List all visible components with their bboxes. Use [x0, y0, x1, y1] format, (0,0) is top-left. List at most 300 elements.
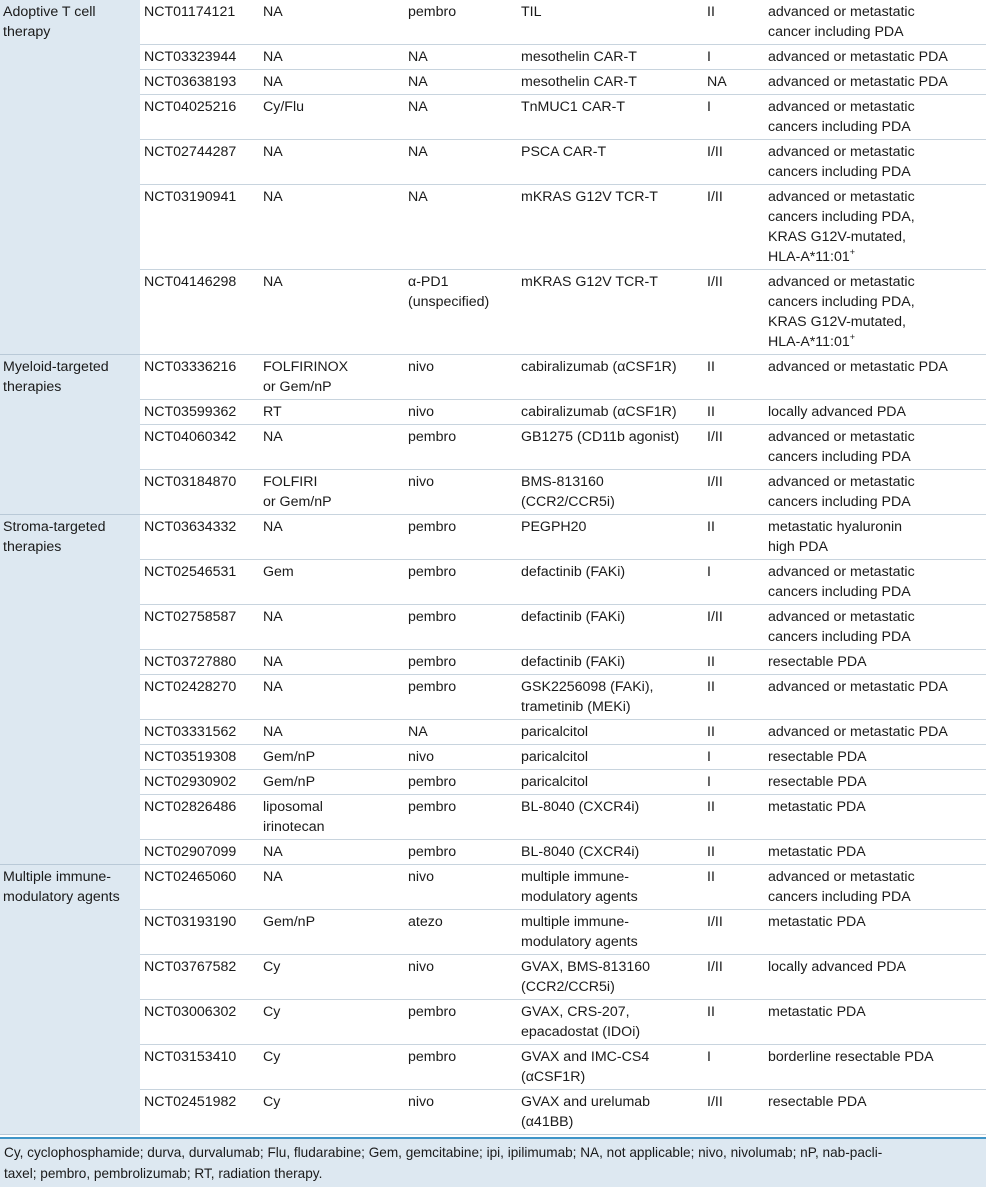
- agent-cell-value: BMS-813160: [521, 474, 604, 490]
- phase-cell-value: II: [707, 519, 715, 535]
- combination-therapy-cell-value: irinotecan: [263, 819, 325, 835]
- category-label: therapies: [3, 539, 62, 555]
- population-cell: [764, 605, 986, 650]
- phase-cell-value: I/II: [707, 914, 723, 930]
- checkpoint-inhibitor-cell-value: nivo: [408, 1094, 435, 1110]
- population-cell-text: [768, 1002, 986, 1022]
- combination-therapy-cell-value: NA: [263, 74, 283, 90]
- phase-cell: [703, 650, 764, 675]
- trial-id-cell: [140, 515, 259, 560]
- combination-therapy-cell-text: [263, 492, 404, 512]
- phase-cell-value: II: [707, 1004, 715, 1020]
- agent-cell-value: GSK2256098 (FAKi),: [521, 679, 654, 695]
- phase-cell-text: [707, 842, 764, 862]
- combination-therapy-cell-value: FOLFIRI: [263, 474, 318, 490]
- trial-id-cell: [140, 865, 259, 910]
- agent-cell-text: [521, 677, 703, 697]
- population-cell-text: [768, 652, 986, 672]
- combination-therapy-cell-text: [263, 272, 404, 292]
- checkpoint-inhibitor-cell: [404, 840, 517, 865]
- population-cell-value: metastatic hyaluronin: [768, 519, 903, 535]
- population-cell-text: [768, 1047, 986, 1067]
- population-cell-value: resectable PDA: [768, 749, 867, 765]
- agent-cell-value: TnMUC1 CAR-T: [521, 99, 626, 115]
- checkpoint-inhibitor-cell-value: pembro: [408, 609, 457, 625]
- combination-therapy-cell-text: [263, 607, 404, 627]
- phase-cell-text: [707, 562, 764, 582]
- phase-cell-value: I/II: [707, 429, 723, 445]
- trial-id-cell-value: NCT03323944: [144, 49, 237, 65]
- population-cell-text: [768, 2, 986, 22]
- trial-id-cell-text: [144, 427, 259, 447]
- agent-cell-value: PEGPH20: [521, 519, 587, 535]
- trial-id-cell: [140, 140, 259, 185]
- combination-therapy-cell-value: NA: [263, 429, 283, 445]
- agent-cell-text: [521, 517, 703, 537]
- combination-therapy-cell: [259, 95, 404, 140]
- phase-cell-value: I: [707, 749, 711, 765]
- agent-cell-value: defactinib (FAKi): [521, 609, 626, 625]
- phase-cell-value: NA: [707, 74, 727, 90]
- agent-cell-value: paricalcitol: [521, 749, 589, 765]
- table-row: [0, 95, 986, 140]
- phase-cell-value: II: [707, 4, 715, 20]
- agent-cell-text: [521, 957, 703, 977]
- population-cell: [764, 95, 986, 140]
- trial-id-cell-value: NCT04146298: [144, 274, 237, 290]
- phase-cell-value: I/II: [707, 959, 723, 975]
- checkpoint-inhibitor-cell: [404, 560, 517, 605]
- table-row: [0, 0, 986, 45]
- combination-therapy-cell: [259, 70, 404, 95]
- population-cell-text: [768, 272, 986, 292]
- combination-therapy-cell-text: [263, 377, 404, 397]
- checkpoint-inhibitor-cell-value: pembro: [408, 654, 457, 670]
- phase-cell: [703, 95, 764, 140]
- trial-id-cell-value: NCT03184870: [144, 474, 237, 490]
- trial-id-cell: [140, 400, 259, 425]
- superscript-mark: +: [849, 332, 856, 343]
- agent-cell-value: (CCR2/CCR5i): [521, 979, 615, 995]
- population-cell-text: [768, 1092, 986, 1112]
- combination-therapy-cell-value: Cy: [263, 1049, 281, 1065]
- population-cell-text: [768, 517, 986, 537]
- checkpoint-inhibitor-cell-text: [408, 472, 517, 492]
- agent-cell: [517, 840, 703, 865]
- combination-therapy-cell-text: [263, 517, 404, 537]
- checkpoint-inhibitor-cell-value: nivo: [408, 474, 435, 490]
- population-cell-value: cancers including PDA: [768, 889, 911, 905]
- combination-therapy-cell-text: [263, 47, 404, 67]
- agent-cell: [517, 400, 703, 425]
- trial-id-cell: [140, 795, 259, 840]
- checkpoint-inhibitor-cell-text: [408, 677, 517, 697]
- population-cell-value: advanced or metastatic PDA: [768, 49, 948, 65]
- population-cell-text: [768, 492, 986, 512]
- agent-cell-text: [521, 2, 703, 22]
- population-cell-text: [768, 887, 986, 907]
- combination-therapy-cell-text: [263, 747, 404, 767]
- population-cell-value: cancers including PDA: [768, 164, 911, 180]
- population-cell-value: advanced or metastatic: [768, 4, 915, 20]
- agent-cell-value: mesothelin CAR-T: [521, 74, 637, 90]
- phase-cell-value: II: [707, 679, 715, 695]
- checkpoint-inhibitor-cell-text: [408, 957, 517, 977]
- table-row: [0, 185, 986, 270]
- population-cell-value: cancers including PDA,: [768, 209, 915, 225]
- footnote-line: taxel; pembro, pembrolizumab; RT, radiation therapy.: [4, 1166, 323, 1181]
- phase-cell-text: [707, 867, 764, 887]
- agent-cell: [517, 720, 703, 745]
- agent-cell-value: modulatory agents: [521, 889, 638, 905]
- table-row: [0, 1090, 986, 1135]
- agent-cell-value: defactinib (FAKi): [521, 654, 626, 670]
- population-cell-text: [768, 867, 986, 887]
- population-cell-value: cancer including PDA: [768, 24, 904, 40]
- population-cell-text: [768, 472, 986, 492]
- phase-cell-value: II: [707, 359, 715, 375]
- trial-id-cell: [140, 70, 259, 95]
- phase-cell-value: II: [707, 404, 715, 420]
- checkpoint-inhibitor-cell: [404, 770, 517, 795]
- population-cell: [764, 70, 986, 95]
- table-row: [0, 140, 986, 185]
- table-row: [0, 795, 986, 840]
- checkpoint-inhibitor-cell: [404, 865, 517, 910]
- phase-cell-text: [707, 797, 764, 817]
- population-cell-value: advanced or metastatic PDA: [768, 74, 948, 90]
- combination-therapy-cell: [259, 1000, 404, 1045]
- checkpoint-inhibitor-cell: [404, 355, 517, 400]
- trial-id-cell-value: NCT02826486: [144, 799, 237, 815]
- phase-cell: [703, 745, 764, 770]
- population-cell-value: cancers including PDA: [768, 494, 911, 510]
- combination-therapy-cell-value: NA: [263, 844, 283, 860]
- agent-cell: [517, 650, 703, 675]
- trial-id-cell-value: NCT03190941: [144, 189, 237, 205]
- trial-id-cell: [140, 720, 259, 745]
- agent-cell-value: mKRAS G12V TCR-T: [521, 189, 658, 205]
- trial-id-cell-value: NCT03331562: [144, 724, 237, 740]
- agent-cell: [517, 470, 703, 515]
- population-cell: [764, 795, 986, 840]
- category-cell: [0, 0, 140, 355]
- agent-cell-value: BL-8040 (CXCR4i): [521, 799, 640, 815]
- table-row: [0, 650, 986, 675]
- combination-therapy-cell-text: [263, 1047, 404, 1067]
- population-cell-value: metastatic PDA: [768, 1004, 866, 1020]
- agent-cell: [517, 795, 703, 840]
- population-cell-value: resectable PDA: [768, 774, 867, 790]
- trial-id-cell: [140, 840, 259, 865]
- combination-therapy-cell-text: [263, 722, 404, 742]
- population-cell-value: advanced or metastatic: [768, 429, 915, 445]
- agent-cell-value: (αCSF1R): [521, 1069, 586, 1085]
- combination-therapy-cell-text: [263, 402, 404, 422]
- combination-therapy-cell-value: or Gem/nP: [263, 379, 332, 395]
- agent-cell-text: [521, 142, 703, 162]
- population-cell: [764, 185, 986, 270]
- trial-id-cell-text: [144, 402, 259, 422]
- combination-therapy-cell-text: [263, 72, 404, 92]
- population-cell: [764, 0, 986, 45]
- population-cell-value: advanced or metastatic: [768, 474, 915, 490]
- agent-cell-value: epacadostat (IDOi): [521, 1024, 641, 1040]
- population-cell: [764, 650, 986, 675]
- agent-cell-text: [521, 97, 703, 117]
- checkpoint-inhibitor-cell-text: [408, 72, 517, 92]
- population-cell-value: cancers including PDA: [768, 629, 911, 645]
- population-cell-text: [768, 47, 986, 67]
- checkpoint-inhibitor-cell: [404, 515, 517, 560]
- combination-therapy-cell-value: NA: [263, 144, 283, 160]
- population-cell: [764, 1000, 986, 1045]
- checkpoint-inhibitor-cell-value: NA: [408, 724, 428, 740]
- population-cell-text: [768, 22, 986, 42]
- phase-cell-value: I: [707, 774, 711, 790]
- checkpoint-inhibitor-cell: [404, 95, 517, 140]
- checkpoint-inhibitor-cell-text: [408, 2, 517, 22]
- phase-cell-text: [707, 652, 764, 672]
- combination-therapy-cell-text: [263, 772, 404, 792]
- trial-id-cell-value: NCT04025216: [144, 99, 237, 115]
- population-cell-text: [768, 332, 986, 352]
- phase-cell-text: [707, 607, 764, 627]
- agent-cell: [517, 515, 703, 560]
- checkpoint-inhibitor-cell: [404, 675, 517, 720]
- population-cell-value: HLA-A*11:01: [768, 334, 850, 350]
- trial-id-cell-text: [144, 272, 259, 292]
- phase-cell: [703, 675, 764, 720]
- category-label: Multiple immune-: [3, 869, 112, 885]
- trial-id-cell: [140, 745, 259, 770]
- table-row: [0, 45, 986, 70]
- table-row: [0, 605, 986, 650]
- category-label: Myeloid-targeted: [3, 359, 109, 375]
- agent-cell: [517, 560, 703, 605]
- trial-id-cell: [140, 470, 259, 515]
- checkpoint-inhibitor-cell-text: [408, 867, 517, 887]
- category-label: therapy: [3, 24, 51, 40]
- population-cell-value: resectable PDA: [768, 1094, 867, 1110]
- population-cell-value: advanced or metastatic: [768, 274, 915, 290]
- agent-cell-value: (α41BB): [521, 1114, 574, 1130]
- trial-id-cell-value: NCT02744287: [144, 144, 237, 160]
- phase-cell-text: [707, 97, 764, 117]
- combination-therapy-cell-text: [263, 472, 404, 492]
- combination-therapy-cell: [259, 770, 404, 795]
- agent-cell: [517, 270, 703, 355]
- checkpoint-inhibitor-cell-value: pembro: [408, 799, 457, 815]
- phase-cell: [703, 140, 764, 185]
- table-row: [0, 745, 986, 770]
- combination-therapy-cell: [259, 400, 404, 425]
- category-label: Stroma-targeted: [3, 519, 106, 535]
- population-cell-value: advanced or metastatic: [768, 99, 915, 115]
- population-cell-text: [768, 722, 986, 742]
- combination-therapy-cell-value: Gem/nP: [263, 749, 316, 765]
- trial-id-cell-value: NCT02451982: [144, 1094, 237, 1110]
- agent-cell-value: (CCR2/CCR5i): [521, 494, 615, 510]
- trial-id-cell: [140, 1045, 259, 1090]
- population-cell-value: cancers including PDA: [768, 119, 911, 135]
- trial-id-cell-text: [144, 1092, 259, 1112]
- phase-cell-text: [707, 1092, 764, 1112]
- trial-id-cell-value: NCT03153410: [144, 1049, 237, 1065]
- phase-cell-value: I/II: [707, 189, 723, 205]
- agent-cell-value: multiple immune-: [521, 914, 630, 930]
- checkpoint-inhibitor-cell-value: atezo: [408, 914, 443, 930]
- table-row: [0, 1000, 986, 1045]
- phase-cell-text: [707, 912, 764, 932]
- combination-therapy-cell-text: [263, 2, 404, 22]
- phase-cell-text: [707, 677, 764, 697]
- population-cell-value: borderline resectable PDA: [768, 1049, 934, 1065]
- checkpoint-inhibitor-cell-text: [408, 652, 517, 672]
- phase-cell: [703, 185, 764, 270]
- population-cell-value: KRAS G12V-mutated,: [768, 314, 907, 330]
- combination-therapy-cell-value: NA: [263, 189, 283, 205]
- checkpoint-inhibitor-cell-text: [408, 292, 517, 312]
- checkpoint-inhibitor-cell: [404, 0, 517, 45]
- phase-cell-text: [707, 47, 764, 67]
- combination-therapy-cell-text: [263, 677, 404, 697]
- agent-cell-text: [521, 72, 703, 92]
- population-cell: [764, 840, 986, 865]
- checkpoint-inhibitor-cell: [404, 185, 517, 270]
- checkpoint-inhibitor-cell: [404, 140, 517, 185]
- trial-id-cell-value: NCT02465060: [144, 869, 237, 885]
- phase-cell: [703, 605, 764, 650]
- population-cell-text: [768, 312, 986, 332]
- agent-cell-value: defactinib (FAKi): [521, 564, 626, 580]
- trial-id-cell-value: NCT03638193: [144, 74, 237, 90]
- combination-therapy-cell-value: liposomal: [263, 799, 323, 815]
- trial-id-cell: [140, 355, 259, 400]
- trial-id-cell: [140, 910, 259, 955]
- agent-cell: [517, 185, 703, 270]
- population-cell: [764, 745, 986, 770]
- agent-cell: [517, 865, 703, 910]
- phase-cell-value: II: [707, 844, 715, 860]
- combination-therapy-cell-value: RT: [263, 404, 282, 420]
- combination-therapy-cell: [259, 560, 404, 605]
- population-cell-text: [768, 582, 986, 602]
- phase-cell: [703, 45, 764, 70]
- phase-cell-value: I: [707, 49, 711, 65]
- combination-therapy-cell: [259, 675, 404, 720]
- agent-cell-text: [521, 1067, 703, 1087]
- combination-therapy-cell-value: FOLFIRINOX: [263, 359, 349, 375]
- agent-cell: [517, 605, 703, 650]
- population-cell-value: advanced or metastatic: [768, 869, 915, 885]
- agent-cell: [517, 745, 703, 770]
- phase-cell-value: I/II: [707, 1094, 723, 1110]
- checkpoint-inhibitor-cell-text: [408, 772, 517, 792]
- population-cell-value: locally advanced PDA: [768, 404, 907, 420]
- phase-cell: [703, 720, 764, 745]
- checkpoint-inhibitor-cell-value: pembro: [408, 564, 457, 580]
- phase-cell: [703, 425, 764, 470]
- agent-cell: [517, 1000, 703, 1045]
- checkpoint-inhibitor-cell: [404, 425, 517, 470]
- combination-therapy-cell: [259, 795, 404, 840]
- trial-id-cell-value: NCT04060342: [144, 429, 237, 445]
- agent-cell-text: [521, 492, 703, 512]
- agent-cell-value: GVAX, CRS-207,: [521, 1004, 630, 1020]
- table-row: [0, 70, 986, 95]
- category-label: modulatory agents: [3, 889, 120, 905]
- population-cell: [764, 865, 986, 910]
- phase-cell-text: [707, 722, 764, 742]
- table-row: [0, 560, 986, 605]
- category-cell: [0, 865, 140, 1135]
- checkpoint-inhibitor-cell: [404, 45, 517, 70]
- phase-cell-text: [707, 2, 764, 22]
- table-row: [0, 865, 986, 910]
- table-row: [0, 720, 986, 745]
- combination-therapy-cell-value: NA: [263, 654, 283, 670]
- population-cell-text: [768, 117, 986, 137]
- phase-cell-text: [707, 272, 764, 292]
- checkpoint-inhibitor-cell-text: [408, 47, 517, 67]
- trial-id-cell: [140, 675, 259, 720]
- agent-cell: [517, 1090, 703, 1135]
- agent-cell-text: [521, 772, 703, 792]
- trial-id-cell-text: [144, 652, 259, 672]
- agent-cell-value: paricalcitol: [521, 774, 589, 790]
- combination-therapy-cell-text: [263, 1002, 404, 1022]
- population-cell-text: [768, 97, 986, 117]
- population-cell-text: [768, 142, 986, 162]
- agent-cell: [517, 675, 703, 720]
- trial-id-cell-text: [144, 472, 259, 492]
- checkpoint-inhibitor-cell-value: pembro: [408, 774, 457, 790]
- trial-id-cell-text: [144, 562, 259, 582]
- agent-cell-value: mesothelin CAR-T: [521, 49, 637, 65]
- agent-cell-value: modulatory agents: [521, 934, 638, 950]
- phase-cell: [703, 515, 764, 560]
- trial-id-cell-text: [144, 357, 259, 377]
- population-cell: [764, 45, 986, 70]
- agent-cell-text: [521, 1047, 703, 1067]
- trial-id-cell: [140, 650, 259, 675]
- checkpoint-inhibitor-cell-text: [408, 402, 517, 422]
- agent-cell-value: BL-8040 (CXCR4i): [521, 844, 640, 860]
- combination-therapy-cell-value: Cy: [263, 959, 281, 975]
- combination-therapy-cell-value: NA: [263, 869, 283, 885]
- population-cell: [764, 770, 986, 795]
- checkpoint-inhibitor-cell-value: α-PD1: [408, 274, 449, 290]
- trial-id-cell: [140, 1000, 259, 1045]
- phase-cell-value: II: [707, 654, 715, 670]
- table-row: [0, 515, 986, 560]
- agent-cell-text: [521, 472, 703, 492]
- population-cell-text: [768, 842, 986, 862]
- population-cell-text: [768, 247, 986, 267]
- checkpoint-inhibitor-cell-text: [408, 427, 517, 447]
- phase-cell-text: [707, 517, 764, 537]
- combination-therapy-cell-text: [263, 797, 404, 817]
- agent-cell-text: [521, 1002, 703, 1022]
- trial-id-cell-text: [144, 517, 259, 537]
- category-cell: [0, 355, 140, 515]
- agent-cell-text: [521, 562, 703, 582]
- table-footnote: [0, 1137, 986, 1187]
- agent-cell-text: [521, 1092, 703, 1112]
- checkpoint-inhibitor-cell-text: [408, 842, 517, 862]
- combination-therapy-cell: [259, 1090, 404, 1135]
